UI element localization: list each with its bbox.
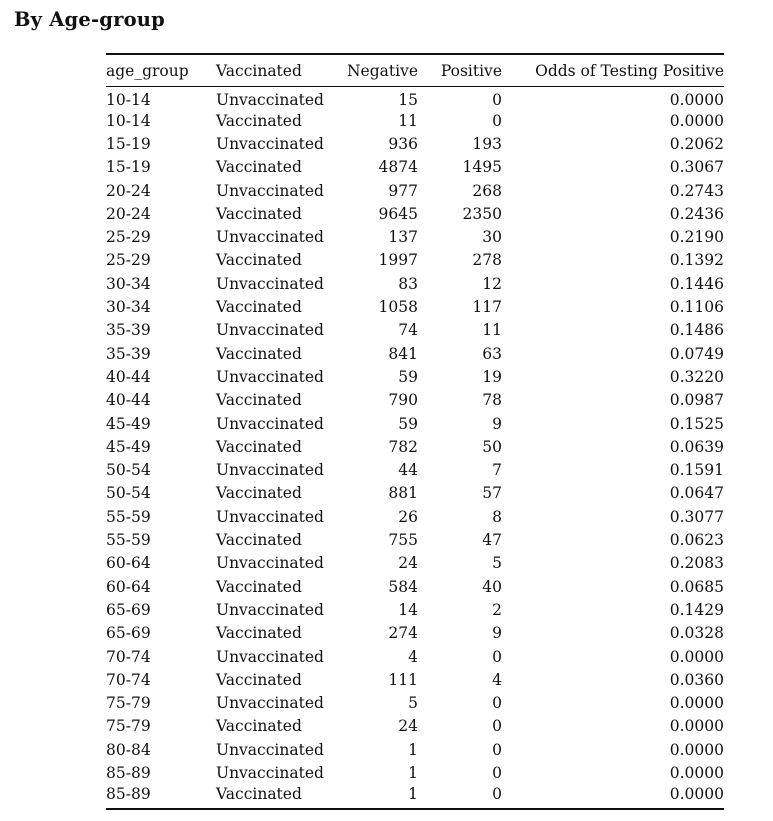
- table-row: [106, 599, 724, 622]
- cell-positive-count: 12: [482, 274, 502, 293]
- cell-positive-count: 193: [472, 134, 502, 153]
- cell-vaccination-status: Unvaccinated: [216, 554, 324, 573]
- cell-odds-positive: 0.0685: [669, 577, 724, 596]
- cell-positive-count: 2: [492, 600, 502, 619]
- cell-odds-positive: 0.3220: [669, 367, 724, 386]
- table-row: [106, 319, 724, 342]
- cell-positive-count: 0: [492, 90, 502, 109]
- cell-vaccination-status: Vaccinated: [216, 484, 302, 503]
- cell-age-group: 30-34: [106, 298, 151, 317]
- cell-positive-count: 7: [492, 461, 502, 480]
- cell-positive-count: 2350: [462, 204, 502, 223]
- cell-negative-count: 1: [408, 740, 418, 759]
- table-header: [106, 54, 724, 87]
- cell-age-group: 50-54: [106, 484, 151, 503]
- cell-age-group: 40-44: [106, 367, 151, 386]
- cell-negative-count: 26: [398, 507, 418, 526]
- cell-odds-positive: 0.0360: [669, 670, 724, 689]
- table-row: [106, 180, 724, 203]
- cell-positive-count: 0: [492, 111, 502, 130]
- table-body: [106, 87, 724, 809]
- cell-negative-count: 24: [398, 554, 418, 573]
- cell-age-group: 15-19: [106, 158, 151, 177]
- cell-age-group: 55-59: [106, 507, 151, 526]
- cell-odds-positive: 0.3067: [669, 158, 724, 177]
- cell-vaccination-status: Vaccinated: [216, 344, 302, 363]
- cell-age-group: 30-34: [106, 274, 151, 293]
- cell-negative-count: 881: [388, 484, 418, 503]
- cell-vaccination-status: Vaccinated: [216, 158, 302, 177]
- table-row: [106, 250, 724, 273]
- cell-negative-count: 74: [398, 321, 418, 340]
- column-header-negative: Negative: [346, 61, 418, 80]
- table-row: [106, 296, 724, 319]
- cell-vaccination-status: Unvaccinated: [216, 600, 324, 619]
- cell-negative-count: 59: [398, 367, 418, 386]
- cell-positive-count: 0: [492, 784, 502, 803]
- cell-age-group: 45-49: [106, 414, 151, 433]
- cell-negative-count: 584: [388, 577, 418, 596]
- cell-vaccination-status: Vaccinated: [216, 298, 302, 317]
- table-header-row: [106, 54, 724, 87]
- table-row: [106, 762, 724, 785]
- cell-age-group: 20-24: [106, 181, 151, 200]
- table-row: [106, 87, 724, 110]
- cell-age-group: 65-69: [106, 624, 151, 643]
- cell-positive-count: 19: [482, 367, 502, 386]
- cell-odds-positive: 0.0000: [669, 647, 724, 666]
- table-row: [106, 436, 724, 459]
- table-row: [106, 669, 724, 692]
- cell-age-group: 60-64: [106, 577, 151, 596]
- cell-positive-count: 9: [492, 624, 502, 643]
- cell-vaccination-status: Vaccinated: [216, 251, 302, 270]
- cell-vaccination-status: Unvaccinated: [216, 694, 324, 713]
- cell-odds-positive: 0.1429: [669, 600, 724, 619]
- cell-odds-positive: 0.0749: [669, 344, 724, 363]
- cell-age-group: 20-24: [106, 204, 151, 223]
- cell-negative-count: 790: [388, 391, 418, 410]
- cell-odds-positive: 0.2190: [669, 228, 724, 247]
- cell-negative-count: 4: [408, 647, 418, 666]
- table-row: [106, 110, 724, 133]
- table-row: [106, 343, 724, 366]
- cell-positive-count: 30: [482, 228, 502, 247]
- cell-vaccination-status: Vaccinated: [216, 624, 302, 643]
- cell-odds-positive: 0.2743: [669, 181, 724, 200]
- age-group-table-container: [106, 53, 724, 810]
- cell-negative-count: 5: [408, 694, 418, 713]
- cell-positive-count: 63: [482, 344, 502, 363]
- cell-positive-count: 0: [492, 694, 502, 713]
- cell-odds-positive: 0.0639: [669, 437, 724, 456]
- cell-odds-positive: 0.2436: [669, 204, 724, 223]
- cell-positive-count: 4: [492, 670, 502, 689]
- cell-vaccination-status: Vaccinated: [216, 391, 302, 410]
- table-row: [106, 226, 724, 249]
- cell-odds-positive: 0.1591: [669, 461, 724, 480]
- age-group-table: [106, 53, 724, 810]
- cell-age-group: 35-39: [106, 344, 151, 363]
- cell-negative-count: 15: [398, 90, 418, 109]
- cell-age-group: 60-64: [106, 554, 151, 573]
- cell-positive-count: 47: [482, 531, 502, 550]
- cell-age-group: 10-14: [106, 111, 151, 130]
- cell-odds-positive: 0.0000: [669, 90, 724, 109]
- cell-age-group: 40-44: [106, 391, 151, 410]
- cell-negative-count: 14: [398, 600, 418, 619]
- cell-age-group: 25-29: [106, 228, 151, 247]
- cell-odds-positive: 0.1106: [669, 298, 724, 317]
- cell-vaccination-status: Vaccinated: [216, 784, 302, 803]
- cell-negative-count: 4874: [378, 158, 418, 177]
- cell-odds-positive: 0.0000: [669, 111, 724, 130]
- cell-odds-positive: 0.0623: [669, 531, 724, 550]
- table-row: [106, 156, 724, 179]
- table-row: [106, 459, 724, 482]
- cell-odds-positive: 0.0000: [669, 784, 724, 803]
- cell-negative-count: 782: [388, 437, 418, 456]
- cell-vaccination-status: Vaccinated: [216, 531, 302, 550]
- cell-positive-count: 268: [472, 181, 502, 200]
- cell-age-group: 75-79: [106, 717, 151, 736]
- table-row: [106, 739, 724, 762]
- cell-vaccination-status: Unvaccinated: [216, 740, 324, 759]
- table-row: [106, 203, 724, 226]
- table-row: [106, 692, 724, 715]
- cell-positive-count: 50: [482, 437, 502, 456]
- cell-negative-count: 11: [398, 111, 418, 130]
- cell-age-group: 50-54: [106, 461, 151, 480]
- section-title: By Age-group: [14, 8, 165, 31]
- table-row: [106, 716, 724, 739]
- cell-positive-count: 78: [482, 391, 502, 410]
- cell-odds-positive: 0.0000: [669, 740, 724, 759]
- cell-odds-positive: 0.3077: [669, 507, 724, 526]
- cell-age-group: 85-89: [106, 784, 151, 803]
- cell-negative-count: 9645: [378, 204, 418, 223]
- cell-vaccination-status: Vaccinated: [216, 670, 302, 689]
- cell-vaccination-status: Unvaccinated: [216, 181, 324, 200]
- cell-age-group: 15-19: [106, 134, 151, 153]
- table-row: [106, 133, 724, 156]
- cell-vaccination-status: Unvaccinated: [216, 647, 324, 666]
- table-row: [106, 506, 724, 529]
- cell-vaccination-status: Vaccinated: [216, 577, 302, 596]
- cell-odds-positive: 0.1525: [669, 414, 724, 433]
- cell-positive-count: 0: [492, 717, 502, 736]
- cell-age-group: 70-74: [106, 670, 151, 689]
- cell-odds-positive: 0.0000: [669, 694, 724, 713]
- cell-vaccination-status: Unvaccinated: [216, 461, 324, 480]
- cell-vaccination-status: Unvaccinated: [216, 507, 324, 526]
- cell-vaccination-status: Unvaccinated: [216, 274, 324, 293]
- table-row: [106, 622, 724, 645]
- cell-negative-count: 755: [388, 531, 418, 550]
- table-row: [106, 389, 724, 412]
- cell-positive-count: 5: [492, 554, 502, 573]
- cell-negative-count: 1997: [378, 251, 418, 270]
- table-row: [106, 483, 724, 506]
- cell-positive-count: 0: [492, 740, 502, 759]
- cell-negative-count: 137: [388, 228, 418, 247]
- cell-vaccination-status: Unvaccinated: [216, 90, 324, 109]
- cell-negative-count: 1: [408, 764, 418, 782]
- cell-positive-count: 8: [492, 507, 502, 526]
- table-row: [106, 576, 724, 599]
- cell-vaccination-status: Unvaccinated: [216, 414, 324, 433]
- cell-age-group: 35-39: [106, 321, 151, 340]
- cell-vaccination-status: Vaccinated: [216, 437, 302, 456]
- cell-vaccination-status: Vaccinated: [216, 111, 302, 130]
- cell-vaccination-status: Unvaccinated: [216, 134, 324, 153]
- cell-negative-count: 83: [398, 274, 418, 293]
- cell-vaccination-status: Unvaccinated: [216, 367, 324, 386]
- cell-vaccination-status: Vaccinated: [216, 717, 302, 736]
- cell-age-group: 45-49: [106, 437, 151, 456]
- cell-age-group: 70-74: [106, 647, 151, 666]
- cell-negative-count: 936: [388, 134, 418, 153]
- cell-odds-positive: 0.0000: [669, 764, 724, 782]
- cell-odds-positive: 0.2083: [669, 554, 724, 573]
- table-row: [106, 529, 724, 552]
- cell-age-group: 65-69: [106, 600, 151, 619]
- table-row: [106, 413, 724, 436]
- cell-odds-positive: 0.0647: [669, 484, 724, 503]
- cell-age-group: 10-14: [106, 90, 151, 109]
- cell-odds-positive: 0.1392: [669, 251, 724, 270]
- cell-odds-positive: 0.0328: [669, 624, 724, 643]
- cell-vaccination-status: Unvaccinated: [216, 228, 324, 247]
- cell-positive-count: 117: [472, 298, 502, 317]
- cell-vaccination-status: Unvaccinated: [216, 764, 324, 782]
- cell-age-group: 75-79: [106, 694, 151, 713]
- cell-odds-positive: 0.1486: [669, 321, 724, 340]
- cell-odds-positive: 0.0000: [669, 717, 724, 736]
- cell-negative-count: 1: [408, 784, 418, 803]
- cell-vaccination-status: Unvaccinated: [216, 321, 324, 340]
- cell-negative-count: 841: [388, 344, 418, 363]
- table-row: [106, 646, 724, 669]
- cell-positive-count: 0: [492, 764, 502, 782]
- cell-negative-count: 111: [388, 670, 418, 689]
- cell-age-group: 55-59: [106, 531, 151, 550]
- column-header-age-group: age_group: [106, 61, 189, 80]
- cell-positive-count: 57: [482, 484, 502, 503]
- column-header-vaccinated: Vaccinated: [216, 61, 302, 80]
- cell-negative-count: 44: [398, 461, 418, 480]
- cell-negative-count: 24: [398, 717, 418, 736]
- cell-odds-positive: 0.2062: [669, 134, 724, 153]
- cell-negative-count: 274: [388, 624, 418, 643]
- cell-positive-count: 0: [492, 647, 502, 666]
- cell-negative-count: 977: [388, 181, 418, 200]
- cell-age-group: 80-84: [106, 740, 151, 759]
- cell-negative-count: 59: [398, 414, 418, 433]
- cell-odds-positive: 0.0987: [669, 391, 724, 410]
- table-row: [106, 552, 724, 575]
- table-row: [106, 366, 724, 389]
- cell-positive-count: 40: [482, 577, 502, 596]
- cell-positive-count: 9: [492, 414, 502, 433]
- table-row: [106, 273, 724, 296]
- cell-positive-count: 278: [472, 251, 502, 270]
- cell-odds-positive: 0.1446: [669, 274, 724, 293]
- cell-positive-count: 11: [482, 321, 502, 340]
- cell-negative-count: 1058: [378, 298, 418, 317]
- cell-age-group: 85-89: [106, 764, 151, 782]
- table-row: [106, 785, 724, 808]
- column-header-positive: Positive: [440, 61, 502, 80]
- cell-vaccination-status: Vaccinated: [216, 204, 302, 223]
- cell-positive-count: 1495: [462, 158, 502, 177]
- column-header-odds-positive: Odds of Testing Positive: [535, 61, 724, 80]
- cell-age-group: 25-29: [106, 251, 151, 270]
